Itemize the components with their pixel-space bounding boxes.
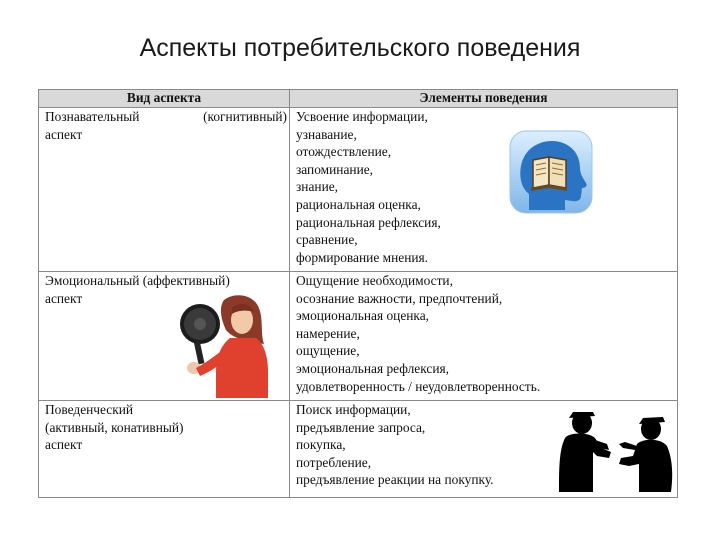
element-item: покупка, (296, 437, 346, 453)
elements-cell-behavioral (290, 401, 678, 498)
woman-with-frying-pan-image (172, 292, 278, 398)
element-item: потребление, (296, 454, 372, 470)
element-item: формирование мнения. (296, 249, 429, 265)
element-item: отождествление, (296, 144, 392, 160)
element-item: сравнение, (296, 232, 358, 248)
table-header-row (39, 90, 678, 108)
element-item: осознание важности, предпочтений, (296, 290, 503, 306)
aspects-table (38, 89, 678, 498)
aspect-line (45, 108, 289, 126)
table-row-emotional (39, 272, 678, 401)
aspect-line: Эмоциональный (аффективный) (45, 273, 230, 288)
element-item: узнавание, (296, 126, 357, 142)
elements-cell-emotional (290, 272, 678, 401)
element-item: эмоциональная оценка, (296, 308, 430, 324)
aspect-word: Познавательный (45, 109, 140, 124)
header-behavior-elements: Элементы поведения (290, 90, 678, 108)
element-item: ощущение, (296, 343, 360, 359)
head-with-book-icon (509, 130, 593, 214)
aspect-line: (активный, конативный) (45, 419, 184, 435)
element-item: Усвоение информации, (296, 109, 428, 124)
aspect-line: аспект (45, 290, 83, 306)
element-item: запоминание, (296, 161, 374, 177)
element-item: знание, (296, 179, 339, 195)
aspect-line: Поведенческий (45, 402, 134, 417)
element-item: Ощущение необходимости, (296, 273, 453, 288)
aspect-line: аспект (45, 126, 83, 142)
table-row-behavioral (39, 401, 678, 498)
element-item: рациональная оценка, (296, 196, 421, 212)
aspect-word: (когнитивный) (203, 109, 287, 124)
aspect-cell-cognitive (39, 108, 290, 272)
slide-title: Аспекты потребительского поведения (139, 34, 581, 62)
aspect-cell-emotional (39, 272, 290, 401)
table-row-cognitive (39, 108, 678, 272)
element-item: рациональная рефлексия, (296, 214, 441, 230)
aspect-line: аспект (45, 437, 83, 453)
elements-cell-cognitive (290, 108, 678, 272)
arguing-men-silhouette-image (549, 404, 679, 492)
header-aspect-type: Вид аспекта (39, 90, 290, 108)
element-item: удовлетворенность / неудовлетворенность. (296, 378, 541, 394)
element-item: предъявление реакции на покупку. (296, 472, 494, 488)
element-item: предъявление запроса, (296, 419, 426, 435)
element-item: намерение, (296, 325, 360, 341)
element-item: эмоциональная рефлексия, (296, 360, 450, 376)
element-item: Поиск информации, (296, 402, 411, 417)
aspect-cell-behavioral (39, 401, 290, 498)
